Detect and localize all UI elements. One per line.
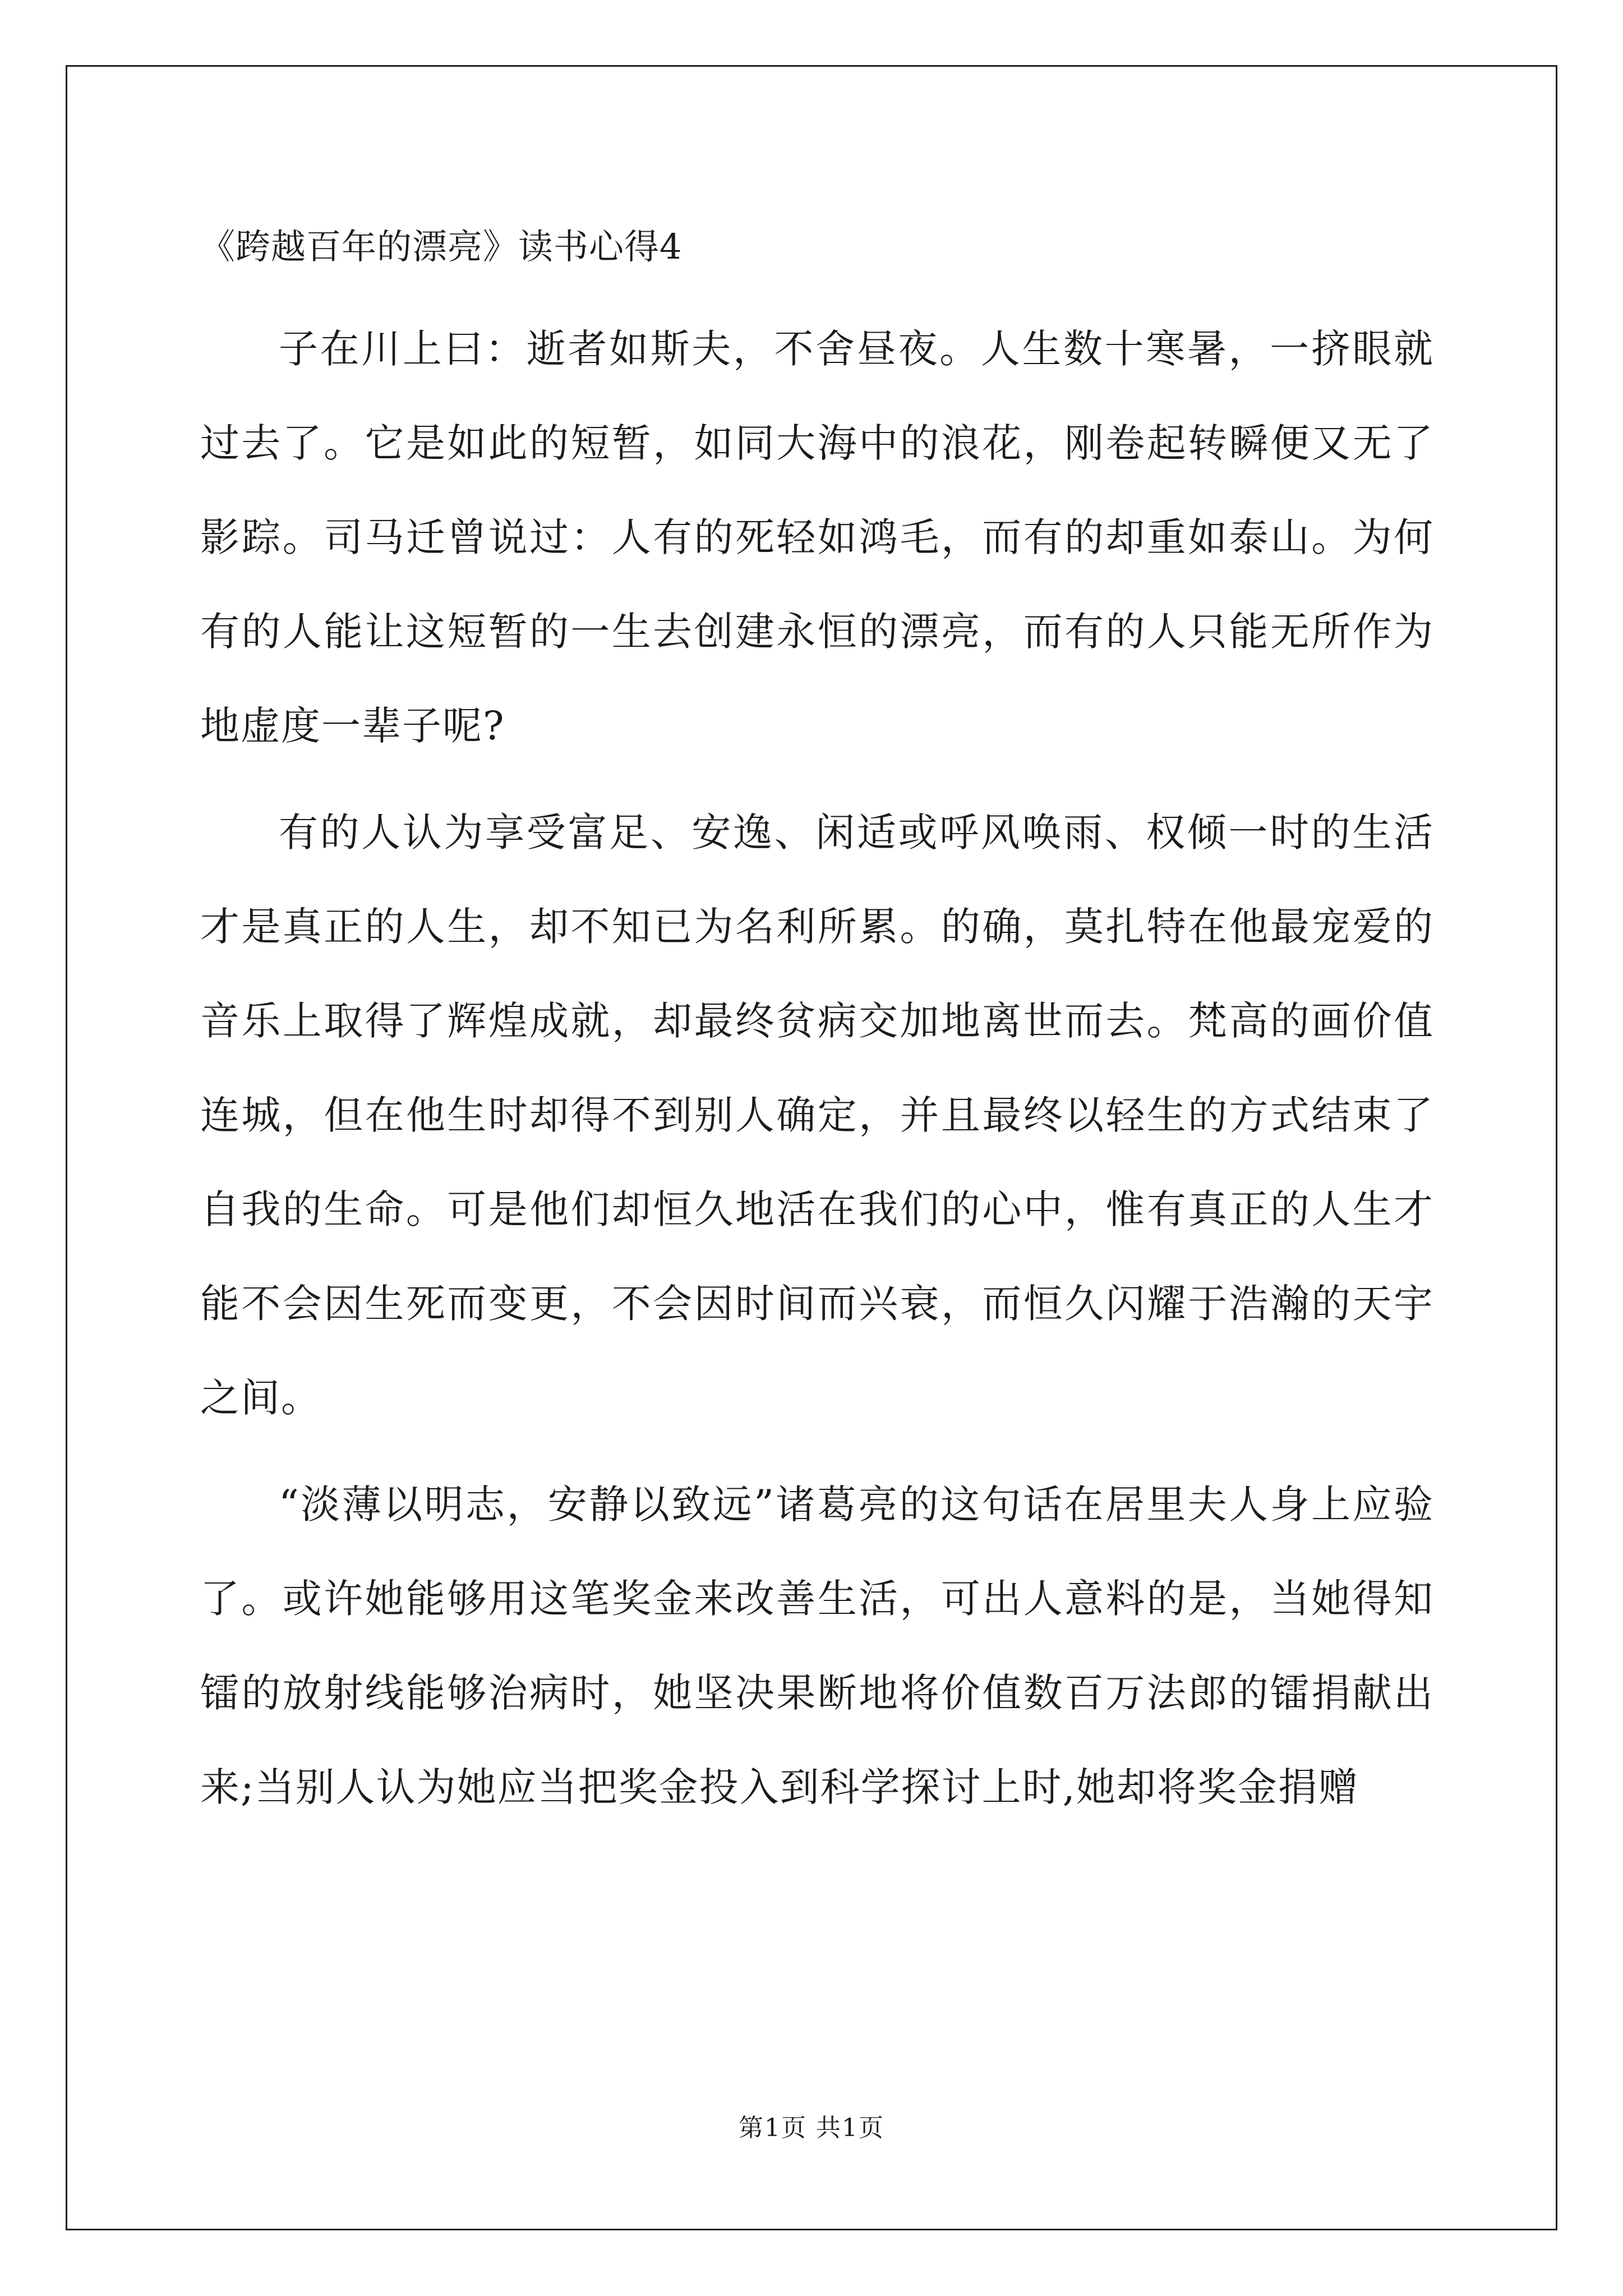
paragraph-3: “淡薄以明志，安静以致远”诸葛亮的这句话在居里夫人身上应验了。或许她能够用这笔奖金来改善生活，可出人意料的是，当她得知镭的放射线能够治病时，她坚决果断地将价值数百万法郎的镭捐献出来;当别人认为她应当把奖金投入到科学探讨上时,她却将奖金捐赠	[200, 1481, 1434, 1810]
page-footer: 第1页 共1页	[739, 2114, 884, 2142]
paragraph-2: 有的人认为享受富足、安逸、闲适或呼风唤雨、权倾一时的生活才是真正的人生，却不知已为名利所累。的确，莫扎特在他最宠爱的音乐上取得了辉煌成就，却最终贫病交加地离世而去。梵高的画价值连城，但在他生时却得不到别人确定，并且最终以轻生的方式结束了自我的生命。可是他们却恒久地活在我们的心中，惟有真正的人生才能不会因生死而变更，不会因时间而兴衰，而恒久闪耀于浩瀚的天宇之间。	[200, 809, 1434, 1421]
document-title: 《跨越百年的漂亮》读书心得4	[200, 226, 683, 267]
paragraph-1: 子在川上曰：逝者如斯夫，不舍昼夜。人生数十寒暑，一挤眼就过去了。它是如此的短暂，如同大海中的浪花，刚卷起转瞬便又无了影踪。司马迁曾说过：人有的死轻如鸿毛，而有的却重如泰山。为何有的人能让这短暂的一生去创建永恒的漂亮，而有的人只能无所作为地虚度一辈子呢?	[200, 326, 1434, 749]
document-body	[200, 219, 1434, 1847]
